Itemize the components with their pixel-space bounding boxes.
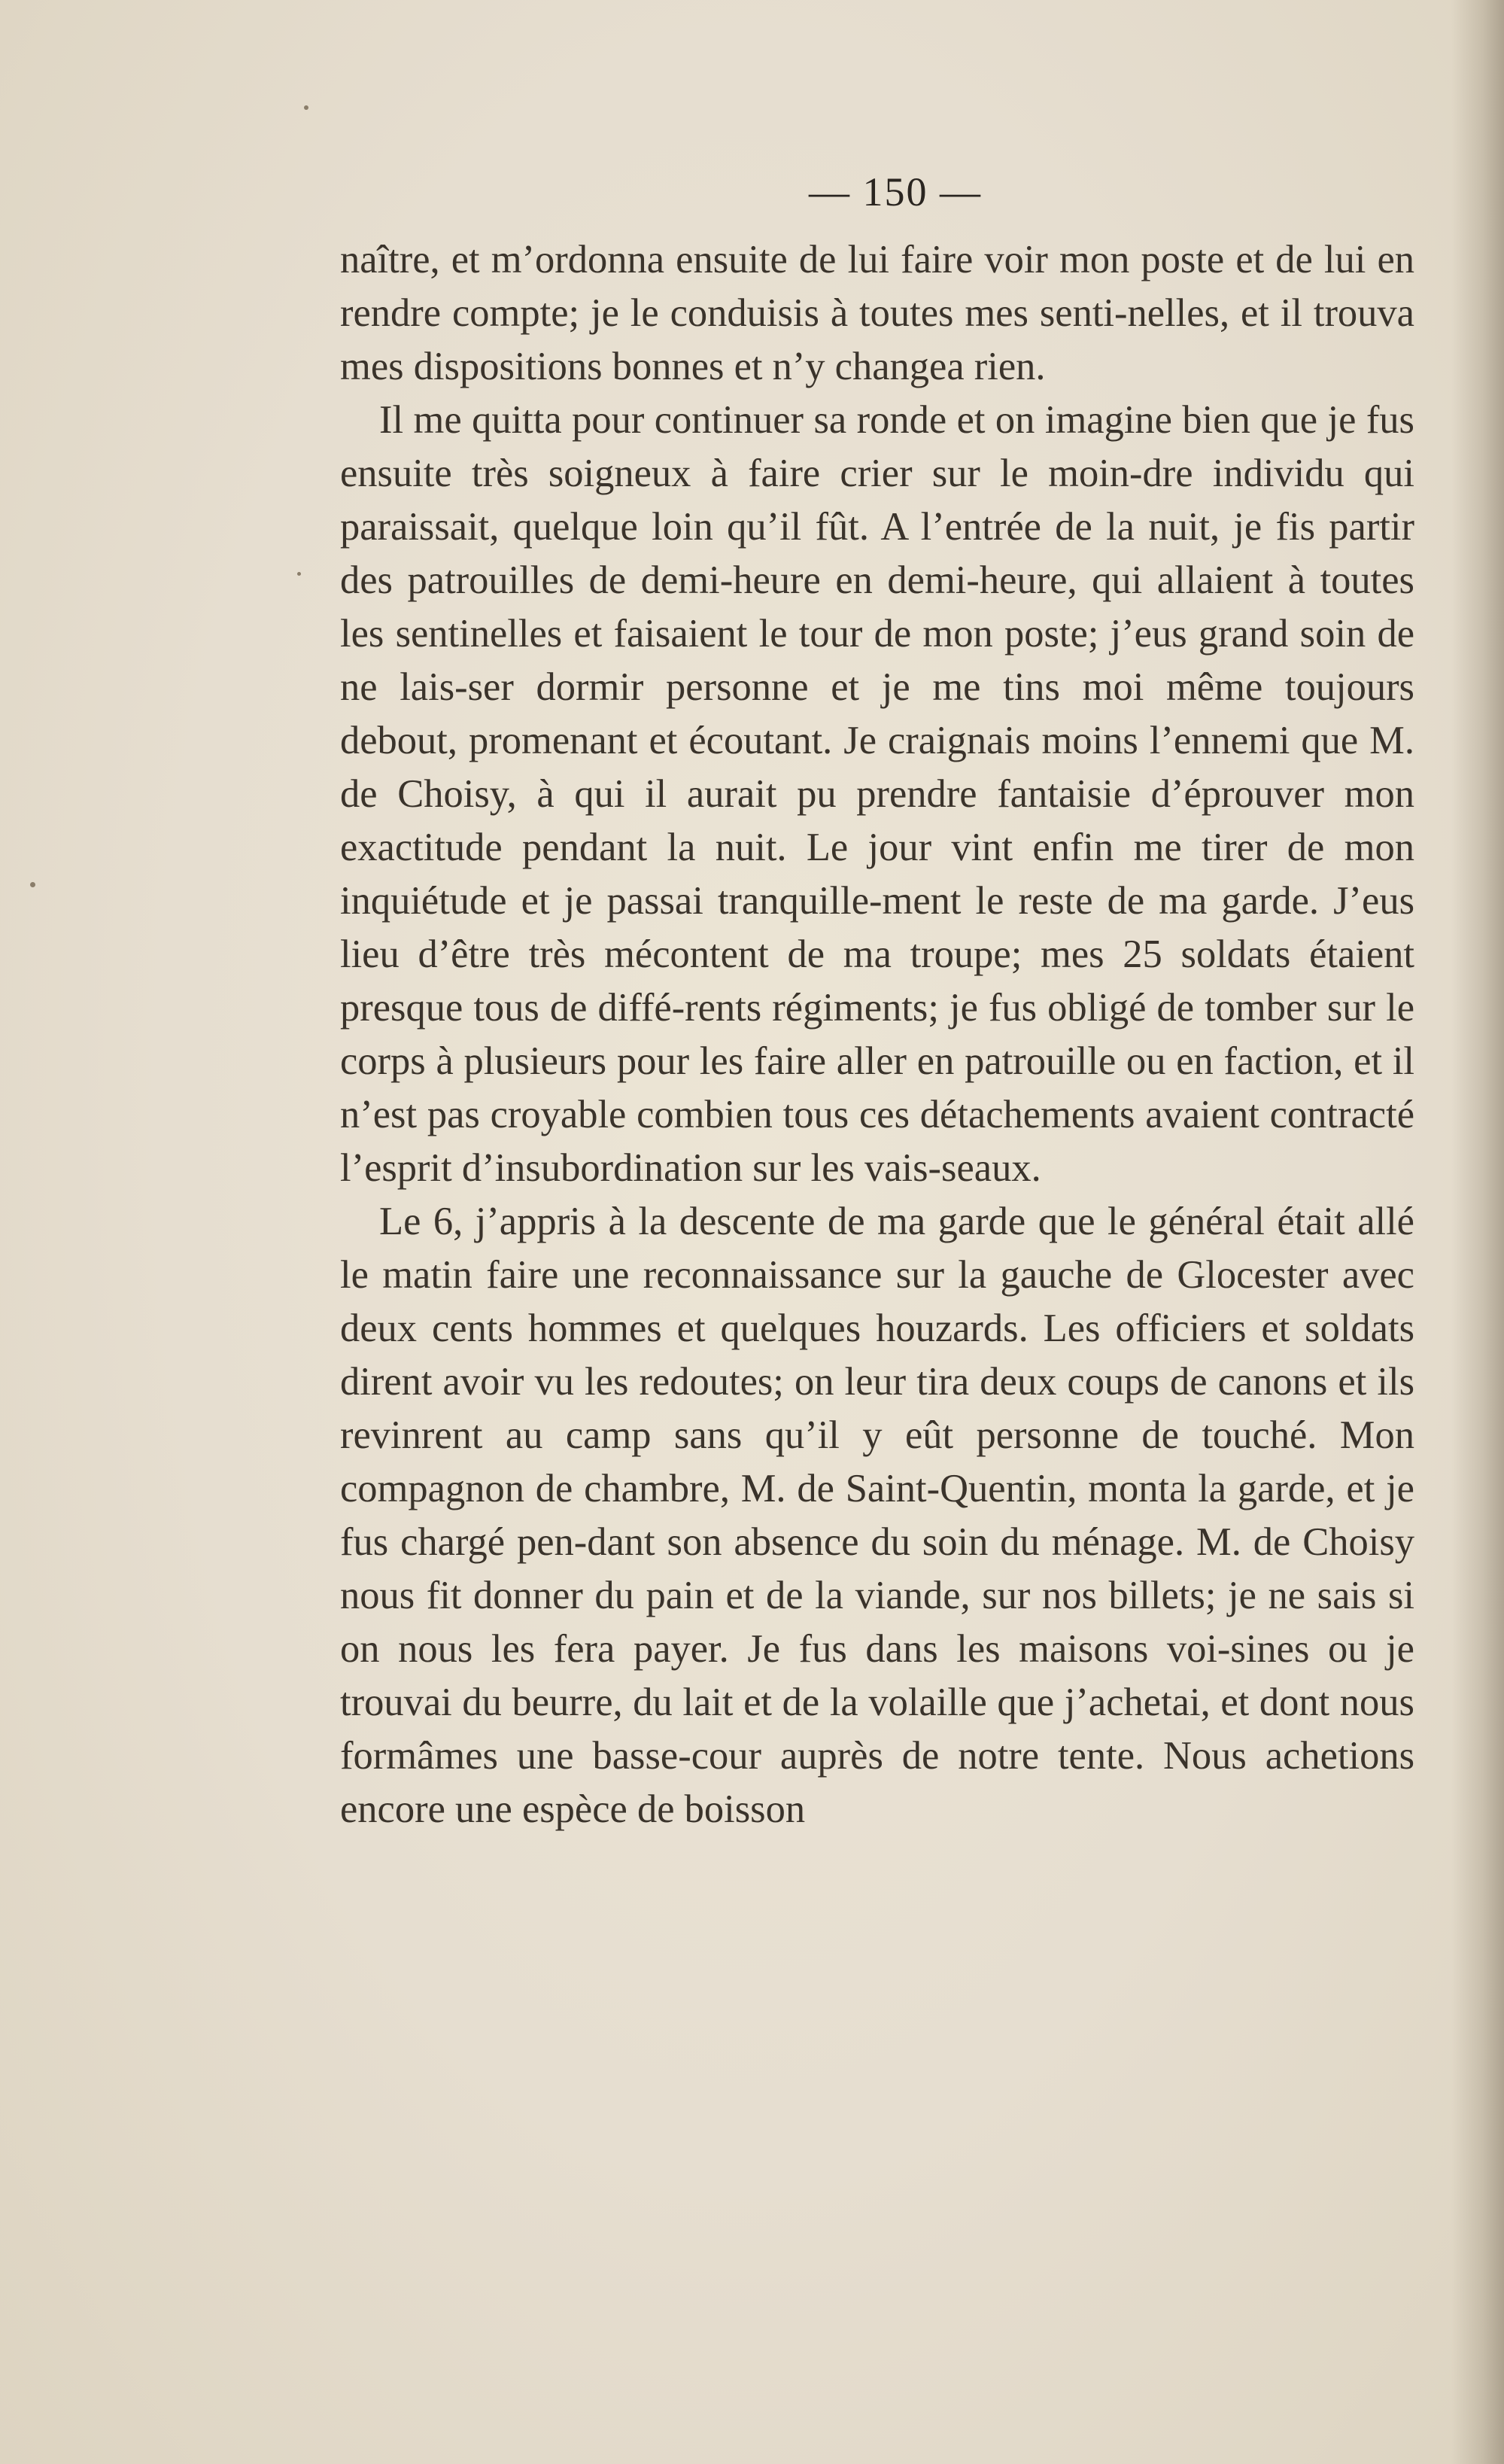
paper-speck: [297, 572, 301, 576]
paragraph: Le 6, j’appris à la descente de ma garde que le général était allé le matin faire une reconnaissance sur la gauche de Glocester avec deux cents hommes et quelques houzards. Les officiers et soldats dirent avoir vu les redoutes; on leur tira deux coups de canons et ils revinrent au camp sans qu’il y eût personne de touché. Mon compagnon de chambre, M. de Saint-Quentin, monta la garde, et je fus chargé pen-dant son absence du soin du ménage. M. de Choisy nous fit donner du pain et de la viande, sur nos billets; je ne sais si on nous les fera payer. Je fus dans les maisons voi-sines ou je trouvai du beurre, du lait et de la volaille que j’achetai, et dont nous formâmes une basse-cour auprès de notre tente. Nous achetions encore une espèce de boisson: [340, 1200, 1414, 1831]
paper-speck: [304, 105, 308, 110]
page-number: — 150 —: [809, 169, 982, 214]
paragraph: naître, et m’ordonna ensuite de lui faire voir mon poste et de lui en rendre compte; je le conduisis à toutes mes senti-nelles, et il trouva mes dispositions bonnes et n’y changea rien.: [340, 238, 1414, 388]
paragraph: Il me quitta pour continuer sa ronde et on imagine bien que je fus ensuite très soigneux à faire crier sur le moin-dre individu qui paraissait, quelque loin qu’il fût. A l’entrée de la nuit, je fis partir des patrouilles de demi-heure en demi-heure, qui allaient à toutes les sentinelles et faisaient le tour de mon poste; j’eus grand soin de ne lais-ser dormir personne et je me tins moi même toujours debout, promenant et écoutant. Je craignais moins l’ennemi que M. de Choisy, à qui il aurait pu prendre fantaisie d’éprouver mon exactitude pendant la nuit. Le jour vint enfin me tirer de mon inquiétude et je passai tranquille-ment le reste de ma garde. J’eus lieu d’être très mécontent de ma troupe; mes 25 soldats étaient presque tous de diffé-rents régiments; je fus obligé de tomber sur le corps à plusieurs pour les faire aller en patrouille ou en faction, et il n’est pas croyable combien tous ces détachements avaient contracté l’esprit d’insubordination sur les vais-seaux.: [340, 398, 1414, 1190]
spine-shadow: [1451, 0, 1504, 2464]
body-text: [340, 233, 1414, 1836]
paper-speck: [30, 882, 35, 887]
